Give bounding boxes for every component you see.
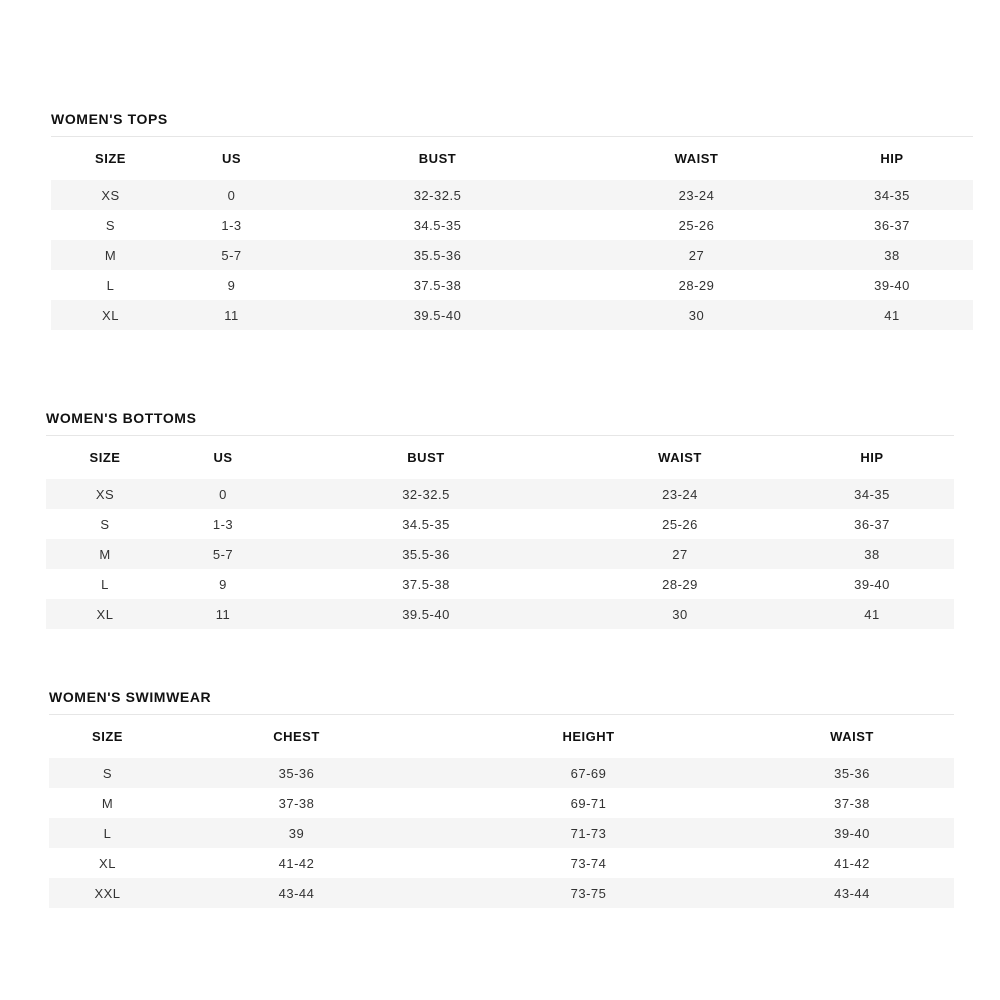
table-header-row xyxy=(49,715,954,758)
column-header-size: SIZE xyxy=(92,729,123,744)
table-cell: 39-40 xyxy=(854,576,890,592)
table-row xyxy=(46,479,954,509)
table-cell: 25-26 xyxy=(662,516,698,532)
table-row xyxy=(51,300,973,330)
table-cell: 28-29 xyxy=(662,576,698,592)
table-cell: 36-37 xyxy=(854,516,890,532)
table-cell: 34-35 xyxy=(790,479,954,509)
column-header-bust: BUST xyxy=(407,450,445,465)
table-row xyxy=(46,539,954,569)
size-chart-womens-tops xyxy=(51,111,973,330)
table-cell: 1-3 xyxy=(221,217,242,233)
table-cell: S xyxy=(100,516,110,532)
column-header-us: US xyxy=(221,151,242,166)
table-cell: 5-7 xyxy=(164,539,282,569)
table-cell: 28-29 xyxy=(678,277,715,293)
table-row xyxy=(46,569,954,599)
table-cell: 41-42 xyxy=(278,855,315,871)
table-cell: 9 xyxy=(219,576,227,592)
table-cell: 30 xyxy=(582,300,811,330)
table-cell: XL xyxy=(51,300,170,330)
table-cell: XL xyxy=(46,599,164,629)
table-cell: M xyxy=(51,240,170,270)
table-cell: XS xyxy=(51,180,170,210)
table-cell: 25-26 xyxy=(678,217,715,233)
table-cell: 41-42 xyxy=(834,855,870,871)
table-cell: 43-44 xyxy=(166,878,427,908)
table-cell: 32-32.5 xyxy=(293,180,582,210)
table-cell: 69-71 xyxy=(570,795,607,811)
table-cell: XS xyxy=(46,479,164,509)
size-table xyxy=(49,715,954,908)
table-cell: 39-40 xyxy=(750,818,954,848)
table-cell: 71-73 xyxy=(427,818,750,848)
table-cell: 73-75 xyxy=(427,878,750,908)
table-row xyxy=(46,599,954,629)
table-cell: 73-74 xyxy=(570,855,607,871)
table-cell: 37.5-38 xyxy=(413,277,462,293)
table-cell: 37-38 xyxy=(834,795,870,811)
table-row xyxy=(46,509,954,539)
table-cell: L xyxy=(106,277,115,293)
table-cell: 67-69 xyxy=(427,758,750,788)
column-header-us: US xyxy=(213,450,233,465)
section-title: WOMEN'S BOTTOMS xyxy=(46,410,197,426)
table-cell: 35-36 xyxy=(166,758,427,788)
table-cell: 34-35 xyxy=(811,180,973,210)
table-cell: 39 xyxy=(166,818,427,848)
table-cell: 43-44 xyxy=(750,878,954,908)
table-row xyxy=(49,878,954,908)
table-row xyxy=(51,270,973,300)
table-row xyxy=(49,848,954,878)
column-header-waist: WAIST xyxy=(658,450,702,465)
size-chart-womens-bottoms xyxy=(46,410,954,629)
table-row xyxy=(51,180,973,210)
table-header-row xyxy=(51,137,973,180)
table-cell: 27 xyxy=(582,240,811,270)
table-cell: 35.5-36 xyxy=(293,240,582,270)
table-cell: 34.5-35 xyxy=(402,516,450,532)
table-cell: 1-3 xyxy=(212,516,234,532)
table-cell: 32-32.5 xyxy=(282,479,570,509)
table-cell: L xyxy=(49,818,166,848)
table-cell: M xyxy=(46,539,164,569)
size-table xyxy=(51,137,973,330)
table-cell: M xyxy=(101,795,114,811)
table-cell: S xyxy=(105,217,116,233)
column-header-size: SIZE xyxy=(89,450,121,465)
table-row xyxy=(49,788,954,818)
table-cell: 0 xyxy=(164,479,282,509)
table-cell: S xyxy=(49,758,166,788)
column-header-waist: WAIST xyxy=(830,729,874,744)
table-cell: 41 xyxy=(790,599,954,629)
table-cell: 23-24 xyxy=(582,180,811,210)
column-header-size: SIZE xyxy=(95,151,126,166)
table-cell: 11 xyxy=(164,599,282,629)
table-cell: 5-7 xyxy=(170,240,293,270)
section-title: WOMEN'S SWIMWEAR xyxy=(49,689,212,705)
table-cell: 27 xyxy=(570,539,790,569)
table-cell: 38 xyxy=(811,240,973,270)
table-cell: 34.5-35 xyxy=(413,217,462,233)
table-cell: 39.5-40 xyxy=(282,599,570,629)
section-title: WOMEN'S TOPS xyxy=(51,111,168,127)
column-header-chest: CHEST xyxy=(273,729,320,744)
table-cell: 30 xyxy=(570,599,790,629)
column-header-hip: HIP xyxy=(880,151,904,166)
table-cell: 36-37 xyxy=(874,217,910,233)
table-row xyxy=(51,210,973,240)
column-header-hip: HIP xyxy=(860,450,884,465)
table-cell: L xyxy=(101,576,109,592)
table-cell: 35-36 xyxy=(750,758,954,788)
table-row xyxy=(51,240,973,270)
table-cell: 39-40 xyxy=(874,277,910,293)
column-header-height: HEIGHT xyxy=(562,729,615,744)
table-cell: 41 xyxy=(811,300,973,330)
table-cell: 35.5-36 xyxy=(282,539,570,569)
table-cell: 39.5-40 xyxy=(293,300,582,330)
table-cell: 23-24 xyxy=(570,479,790,509)
table-cell: 38 xyxy=(790,539,954,569)
size-chart-womens-swimwear xyxy=(49,689,954,908)
table-cell: 37-38 xyxy=(278,795,315,811)
table-cell: 37.5-38 xyxy=(402,576,450,592)
table-cell: 11 xyxy=(170,300,293,330)
table-cell: 9 xyxy=(227,277,236,293)
table-row xyxy=(49,818,954,848)
column-header-waist: WAIST xyxy=(674,151,719,166)
table-header-row xyxy=(46,436,954,479)
table-cell: XL xyxy=(99,855,116,871)
table-cell: 0 xyxy=(170,180,293,210)
table-cell: XXL xyxy=(49,878,166,908)
table-row xyxy=(49,758,954,788)
size-table xyxy=(46,436,954,629)
column-header-bust: BUST xyxy=(418,151,457,166)
